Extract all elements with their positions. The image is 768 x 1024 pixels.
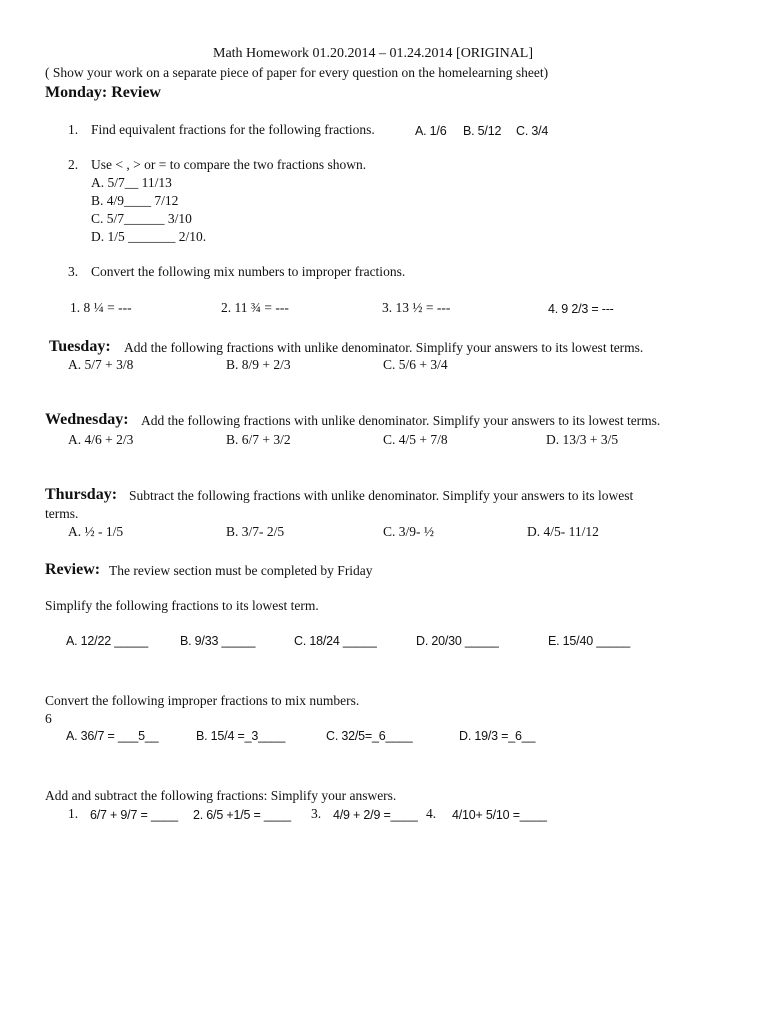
q3-item-1: 1. 8 ¼ = ---: [70, 300, 132, 315]
q3-item-4: 4. 9 2/3 = ---: [548, 302, 614, 316]
wednesday-item-b: B. 6/7 + 3/2: [226, 432, 291, 447]
tuesday-item-a: A. 5/7 + 3/8: [68, 357, 134, 372]
addsub-number-4: 4.: [426, 806, 437, 821]
addsub-number-3: 3.: [311, 806, 322, 821]
thursday-item-b: B. 3/7- 2/5: [226, 524, 285, 539]
addsub-item-2: 2. 6/5 +1/5 = ____: [193, 808, 291, 822]
wednesday-item-d: D. 13/3 + 3/5: [546, 432, 619, 447]
tuesday-item-b: B. 8/9 + 2/3: [226, 357, 291, 372]
monday-heading: Monday: Review: [45, 84, 161, 101]
convert-item-b: B. 15/4 =_3____: [196, 729, 286, 743]
thursday-instructions: Subtract the following fractions with unlike denominator. Simplify your answers to its lowest: [129, 488, 634, 503]
review-note: The review section must be completed by Friday: [109, 563, 373, 578]
addsub-instructions: Add and subtract the following fractions: Simplify your answers.: [45, 788, 397, 803]
wednesday-item-a: A. 4/6 + 2/3: [68, 432, 134, 447]
addsub-item-4: 4/10+ 5/10 =____: [452, 808, 547, 822]
q2-item-a: A. 5/7__ 11/13: [91, 175, 172, 190]
addsub-number-1: 1.: [68, 806, 79, 821]
q3-item-3: 3. 13 ½ = ---: [382, 300, 451, 315]
convert-item-a: A. 36/7 = ___5__: [66, 729, 159, 743]
q3-number: 3.: [68, 264, 79, 279]
q2-number: 2.: [68, 157, 79, 172]
wednesday-heading: Wednesday:: [45, 411, 129, 428]
simplify-item-e: E. 15/40 _____: [548, 634, 630, 648]
q2-item-d: D. 1/5 _______ 2/10.: [91, 229, 207, 244]
q1-option-c: C. 3/4: [516, 124, 549, 138]
convert-instructions: Convert the following improper fractions to mix numbers.: [45, 693, 360, 708]
convert-item-c: C. 32/5=_6____: [326, 729, 413, 743]
review-heading: Review:: [45, 561, 101, 578]
thursday-heading: Thursday:: [45, 486, 118, 503]
addsub-item-3: 4/9 + 2/9 =____: [333, 808, 418, 822]
simplify-item-b: B. 9/33 _____: [180, 634, 256, 648]
tuesday-instructions: Add the following fractions with unlike denominator. Simplify your answers to its lowest terms.: [124, 340, 644, 355]
convert-stray-mark: 6: [45, 711, 52, 726]
simplify-item-d: D. 20/30 _____: [416, 634, 499, 648]
q2-item-b: B. 4/9____ 7/12: [91, 193, 179, 208]
simplify-instructions: Simplify the following fractions to its lowest term.: [45, 598, 319, 613]
q3-text: Convert the following mix numbers to improper fractions.: [91, 264, 406, 279]
q2-item-c: C. 5/7______ 3/10: [91, 211, 192, 226]
q3-item-2: 2. 11 ¾ = ---: [221, 300, 289, 315]
q1-text: Find equivalent fractions for the following fractions.: [91, 122, 375, 137]
thursday-instructions-continued: terms.: [45, 506, 79, 521]
addsub-item-1: 6/7 + 9/7 = ____: [90, 808, 178, 822]
q1-option-b: B. 5/12: [463, 124, 502, 138]
q1-option-a: A. 1/6: [415, 124, 447, 138]
q2-text: Use < , > or = to compare the two fractions shown.: [91, 157, 367, 172]
simplify-item-a: A. 12/22 _____: [66, 634, 148, 648]
tuesday-item-c: C. 5/6 + 3/4: [383, 357, 448, 372]
wednesday-item-c: C. 4/5 + 7/8: [383, 432, 448, 447]
thursday-item-c: C. 3/9- ½: [383, 524, 435, 539]
q1-number: 1.: [68, 122, 79, 137]
page-subtitle: ( Show your work on a separate piece of paper for every question on the homelearning sheet): [45, 65, 549, 80]
thursday-item-d: D. 4/5- 11/12: [527, 524, 599, 539]
thursday-item-a: A. ½ - 1/5: [68, 524, 124, 539]
wednesday-instructions: Add the following fractions with unlike denominator. Simplify your answers to its lowest terms.: [141, 413, 661, 428]
page-title: Math Homework 01.20.2014 – 01.24.2014 [ORIGINAL]: [213, 46, 534, 61]
tuesday-heading: Tuesday:: [49, 338, 111, 355]
simplify-item-c: C. 18/24 _____: [294, 634, 377, 648]
convert-item-d: D. 19/3 =_6__: [459, 729, 536, 743]
